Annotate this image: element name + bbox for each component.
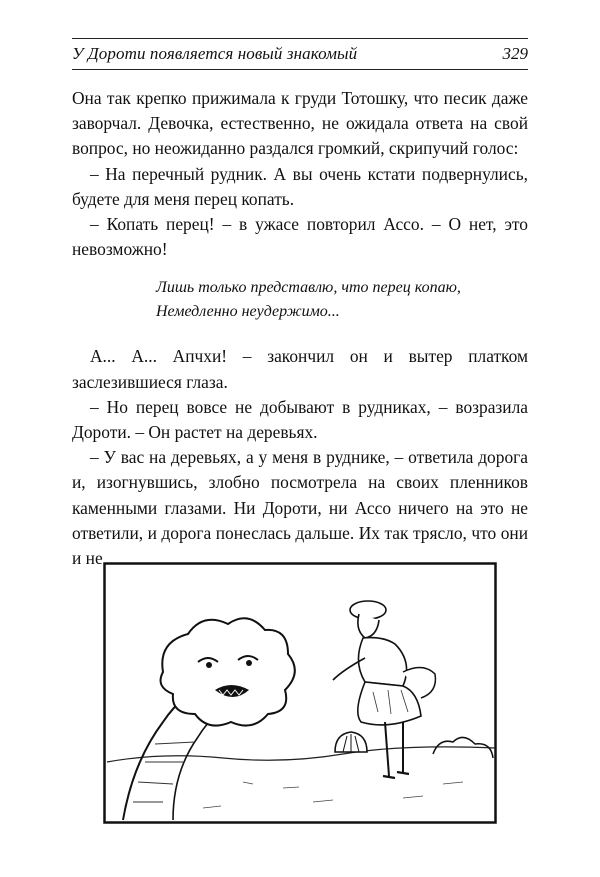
page-number: 329 — [502, 44, 528, 63]
paragraph: – У вас на деревьях, а у меня в руднике, – ответила дорога и, изогнувшись, злобно посмотрела на своих пленников каменными глазами. Ни Дороти, ни Ассо ничего на это не ответили, и дорога понеслась дальше. Их так трясло, что они и не — [72, 447, 528, 569]
illustration — [103, 562, 497, 824]
girl-hat — [350, 601, 386, 619]
verse — [156, 276, 528, 324]
paragraph: – На перечный рудник. А вы очень кстати подвернулись, будете для меня перец копать. — [72, 163, 528, 209]
illustration-drawing — [103, 562, 497, 824]
verse-line: Лишь только представлю, что перец копаю, — [156, 279, 461, 297]
paragraph: Она так крепко прижимала к груди Тотошку, что песик даже заворчал. Девочка, естественно, не ожидала ответа на свой вопрос, но неожиданно раздался громкий, скрипучий голос: — [72, 88, 528, 159]
paragraph: – Но перец вовсе не добывают в рудниках, – возразила Дороти. – Он растет на деревьях. — [72, 396, 528, 443]
paragraph: А... А... Апчхи! – закончил он и вытер платком заслезившиеся глаза. — [72, 346, 528, 392]
road-eye — [206, 662, 212, 668]
paragraph: – Копать перец! – в ужасе повторил Ассо. – О нет, это невозможно! — [72, 214, 528, 260]
road-eye — [246, 660, 252, 666]
running-header — [72, 38, 528, 70]
chapter-title: У Дороти появляется новый знакомый — [72, 44, 358, 63]
body-text — [72, 86, 528, 571]
verse-line: Немедленно неудержимо... — [156, 303, 340, 321]
